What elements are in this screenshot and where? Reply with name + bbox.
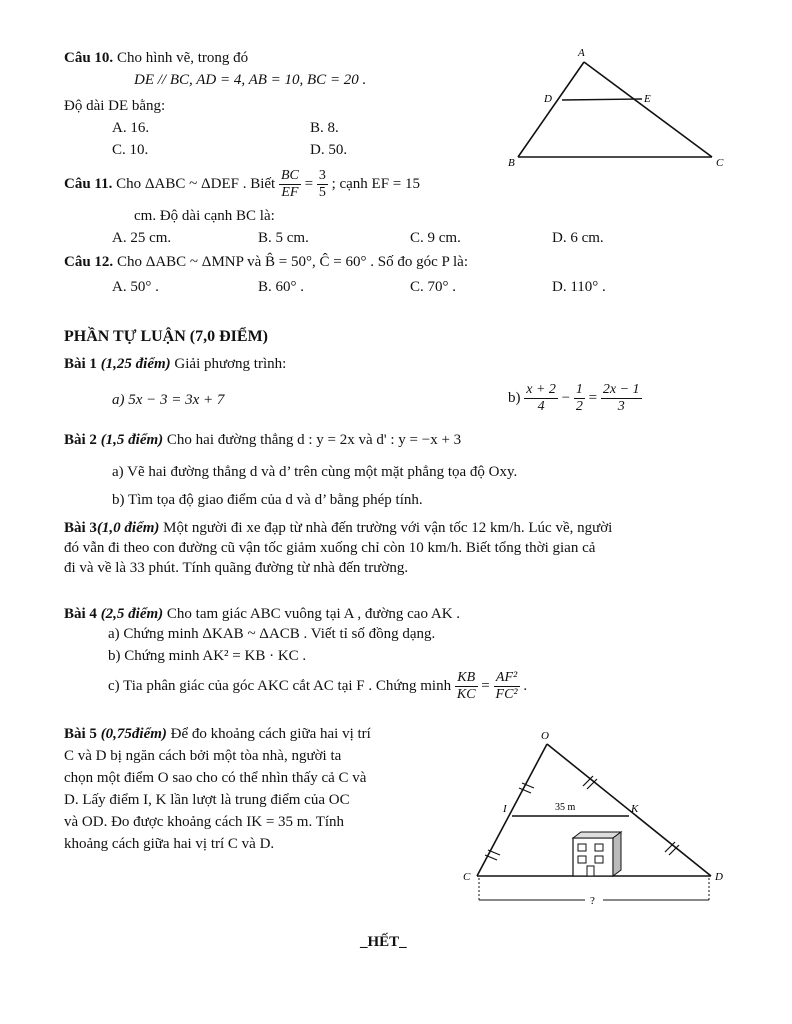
bai4-part-c [108,670,527,703]
q11-frac-den: EF [281,185,299,200]
bai1-b-f2-num: 1 [575,382,583,397]
bai1-part-a: a) 5x − 3 = 3x + 7 [112,392,225,408]
q11-ratio [317,168,328,201]
q12-option-a: A. 50° . [112,279,159,295]
bai1-b-eq: = [588,389,598,406]
q11-text-b: ; cạnh EF = 15 [331,175,421,192]
bai3-points: (1,0 điểm) [96,520,160,536]
q12-option-d: D. 110° . [552,279,606,295]
bai5-label-o: O [541,730,549,742]
bai5-points: (0,75điểm) [100,726,167,742]
bai5-label-c: C [463,871,471,883]
bai3-line1-text: Một người đi xe đạp từ nhà đến trường với vận tốc 12 km/h. Lúc về, người [163,520,613,536]
q11-option-d: D. 6 cm. [552,230,604,246]
bai1-b-f2-den: 2 [575,399,583,414]
bai2-label: Bài 2 [64,432,97,448]
q11-label: Câu 11. [64,175,113,192]
q10-option-c: C. 10. [112,142,149,158]
q10-triangle-figure [500,42,740,177]
q10-label: Câu 10. [64,50,114,66]
bai5-line5: và OD. Đo được khoảng cách IK = 35 m. Tính [64,814,345,830]
bai3-label: Bài 3 [64,520,97,536]
q10-label-e: E [644,93,651,105]
q11-fraction [279,168,301,201]
q11-eq: = [304,175,314,192]
bai4-part-c-text: c) Tia phân giác của góc AKC cắt AC tại F . Chứng minh [108,677,452,694]
q10-option-d: D. 50. [310,142,348,158]
q10-option-a: A. 16. [112,120,150,136]
end-marker: _HẾT_ [360,934,407,950]
bai1-heading [64,356,286,373]
bai5-label: Bài 5 [64,726,97,742]
q10-ask: Độ dài DE bằng: [64,98,166,114]
bai1-b-label: b) [508,389,521,406]
q10-label-d: D [544,93,552,105]
bai5-ik-length: 35 m [555,802,576,813]
bai1-b-f3-num: 2x − 1 [602,382,640,397]
bai1-points: (1,25 điểm) [100,356,171,372]
q10-label-a: A [578,47,585,59]
bai2-heading [64,432,461,449]
bai4-part-a: a) Chứng minh ΔKAB ~ ΔACB . Viết tỉ số đồng dạng. [108,626,436,642]
q11-ratio-num: 3 [318,168,326,183]
section-title: PHẦN TỰ LUẬN (7,0 ĐIỂM) [64,328,268,345]
bai4-c-f2-num: AF² [494,670,520,687]
bai4-c-frac2 [494,670,520,703]
bai2-part-b: b) Tìm tọa độ giao điểm của d và d’ bằng phép tính. [112,492,423,508]
bai1-part-b [508,382,642,415]
bai4-c-eq: = [481,677,490,694]
q12-option-c: C. 70° . [410,279,457,295]
bai1-b-frac3 [601,382,642,415]
q11-option-b: B. 5 cm. [258,230,309,246]
q12-text: Cho ΔABC ~ ΔMNP và B̂ = 50°, Ĉ = 60° . Số đo góc P là: [116,254,469,270]
bai1-text: Giải phương trình: [174,356,287,372]
bai4-c-end: . [523,677,528,694]
bai1-b-f1-num: x + 2 [526,382,556,397]
bai5-cd-unknown: ? [590,895,595,907]
bai5-line3: chọn một điểm O sao cho có thể nhìn thấy cả C và [64,770,367,786]
bai5-label-k: K [631,803,639,815]
bai4-label: Bài 4 [64,606,97,622]
bai5-line2: C và D bị ngăn cách bởi một tòa nhà, người ta [64,748,342,764]
bai4-heading [64,606,460,623]
q12-option-b: B. 60° . [258,279,305,295]
bai2-part-a: a) Vẽ hai đường thẳng d và d’ trên cùng một mặt phẳng tọa độ Oxy. [112,464,518,480]
q12-line1 [64,254,468,271]
bai4-part-b: b) Chứng minh AK² = KB · KC . [108,648,307,664]
bai2-text: Cho hai đường thẳng d : y = 2x và d' : y = −x + 3 [166,432,462,448]
q11-option-a: A. 25 cm. [112,230,172,246]
bai1-b-f3-den: 3 [617,399,625,414]
q10-text: Cho hình vẽ, trong đó [116,50,249,66]
bai1-label: Bài 1 [64,356,97,372]
bai5-line1 [64,726,371,743]
q10-line1 [64,50,248,67]
q11-option-c: C. 9 cm. [410,230,461,246]
bai5-figure [455,728,735,908]
bai5-label-i: I [503,803,507,815]
bai4-points: (2,5 điểm) [100,606,164,622]
q10-label-c: C [716,157,724,169]
bai1-b-frac1 [524,382,558,415]
q10-given: DE // BC, AD = 4, AB = 10, BC = 20 . [134,72,367,88]
q11-text-a: Cho ΔABC ~ ΔDEF . Biết [116,175,276,192]
bai4-c-f1-den: KC [456,687,476,702]
q11-frac-num: BC [280,168,299,183]
bai2-points: (1,5 điểm) [100,432,164,448]
bai1-b-minus: − [561,389,571,406]
bai5-label-d: D [715,871,723,883]
q12-label: Câu 12. [64,254,114,270]
bai4-c-f2-den: FC² [495,687,518,702]
bai1-b-frac2 [574,382,585,415]
bai4-c-frac1 [455,670,478,703]
bai5-line6: khoảng cách giữa hai vị trí C và D. [64,836,275,852]
bai5-line1-text: Để đo khoảng cách giữa hai vị trí [170,726,371,742]
bai1-b-f1-den: 4 [537,399,545,414]
q10-option-b: B. 8. [310,120,339,136]
q11-text-c: cm. Độ dài cạnh BC là: [134,208,275,224]
building-icon [573,832,621,876]
q10-label-b: B [508,157,515,169]
bai4-text: Cho tam giác ABC vuông tại A , đường cao AK . [166,606,461,622]
bai3-line3: đi và về là 33 phút. Tính quãng đường từ nhà đến trường. [64,560,409,576]
bai5-line4: D. Lấy điểm I, K lần lượt là trung điểm của OC [64,792,350,808]
q11-ratio-den: 5 [318,185,326,200]
q11-line1 [64,168,420,201]
bai3-line1 [64,520,612,537]
bai4-c-f1-num: KB [455,670,478,687]
bai3-line2: đó vẫn đi theo con đường cũ vận tốc giảm xuống chỉ còn 10 km/h. Biết tổng thời gian cả [64,540,596,556]
